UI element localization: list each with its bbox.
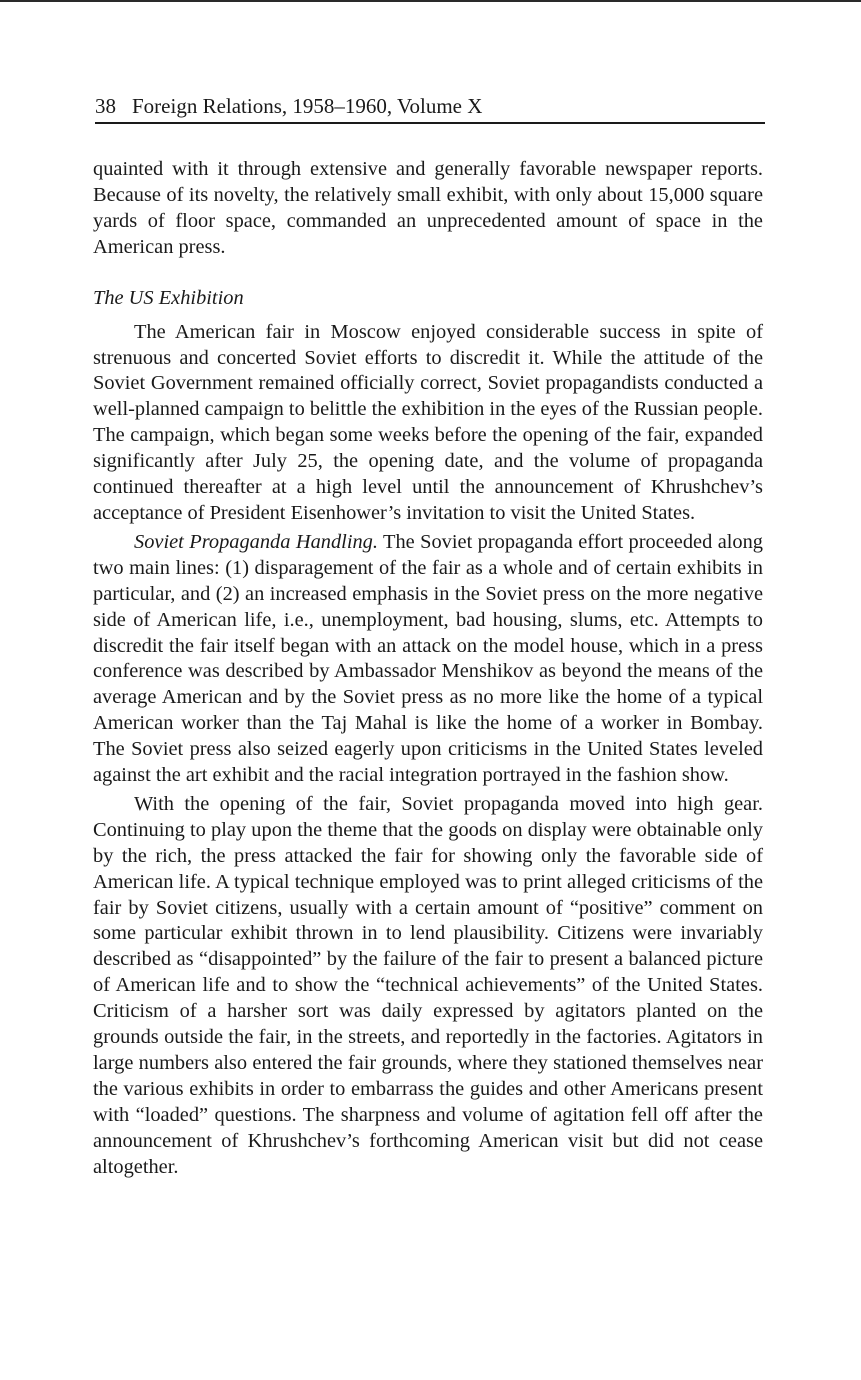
continued-paragraph: quainted with it through extensive and generally favorable newspaper reports. Because of its novelty, the relatively small exhibit, with only about 15,000 square yards of floor space, commanded an unprecedented amount of space in the American press. — [93, 158, 763, 258]
paragraph-2 — [93, 530, 763, 789]
running-head — [95, 92, 765, 120]
running-head-title: Foreign Relations, 1958–1960, Volume X — [132, 94, 483, 118]
paragraph-3: With the opening of the fair, Soviet propaganda moved into high gear. Continuing to play upon the theme that the goods on display were obtainable only by the rich, the press attacked the fair for showing only the favorable side of American life. A typical technique employed was to print alleged criticisms of the fair by Soviet citizens, usually with a certain amount of “positive” comment on some particular exhibit thrown in to lend plausibility. Citizens were invariably described as “disappointed” by the failure of the fair to present a balanced picture of American life and to show the “technical achievements” of the United States. Criticism of a harsher sort was daily expressed by agitators planted on the grounds outside the fair, in the streets, and reportedly in the factories. Agitators in large numbers also entered the fair grounds, where they stationed themselves near the various exhibits in order to embarrass the guides and other Americans present with “loaded” questions. The sharpness and volume of agitation fell off after the announcement of Khrushchev’s forthcoming American visit but did not cease altogether. — [93, 792, 763, 1178]
page-number: 38 — [95, 94, 116, 118]
paragraph-2-run-in-heading: Soviet Propaganda Handling. — [134, 530, 378, 553]
running-head-rule — [95, 122, 765, 124]
section-heading: The US Exhibition — [93, 286, 244, 309]
paragraph-2-text: The Soviet propaganda effort proceeded along two main lines: (1) disparagement of the fair as a whole and of certain exhibits in particular, and (2) an increased emphasis in the Soviet press on the more negative side of American life, i.e., unemployment, bad housing, slums, etc. Attempts to discredit the fair itself began with an attack on the model house, which in a press conference was described by Ambassador Menshikov as beyond the means of the average American and by the Soviet press as no more like the home of a typical American worker than the Taj Mahal is like the home of a worker in Bombay. The Soviet press also seized eagerly upon criticisms in the United States leveled against the art exhibit and the racial integration portrayed in the fashion show. — [93, 530, 764, 787]
page-body — [93, 157, 763, 1181]
paragraph-1: The American fair in Moscow enjoyed considerable success in spite of strenuous and concerted Soviet efforts to discredit it. While the attitude of the Soviet Government remained officially correct, Soviet propagandists conducted a well-planned campaign to belittle the exhibition in the eyes of the Russian people. The campaign, which began some weeks before the opening of the fair, expanded significantly after July 25, the opening date, and the volume of propaganda continued thereafter at a high level until the announcement of Khrushchev’s acceptance of President Eisenhower’s invitation to visit the United States. — [93, 320, 763, 524]
page-top-edge-rule — [0, 0, 861, 2]
